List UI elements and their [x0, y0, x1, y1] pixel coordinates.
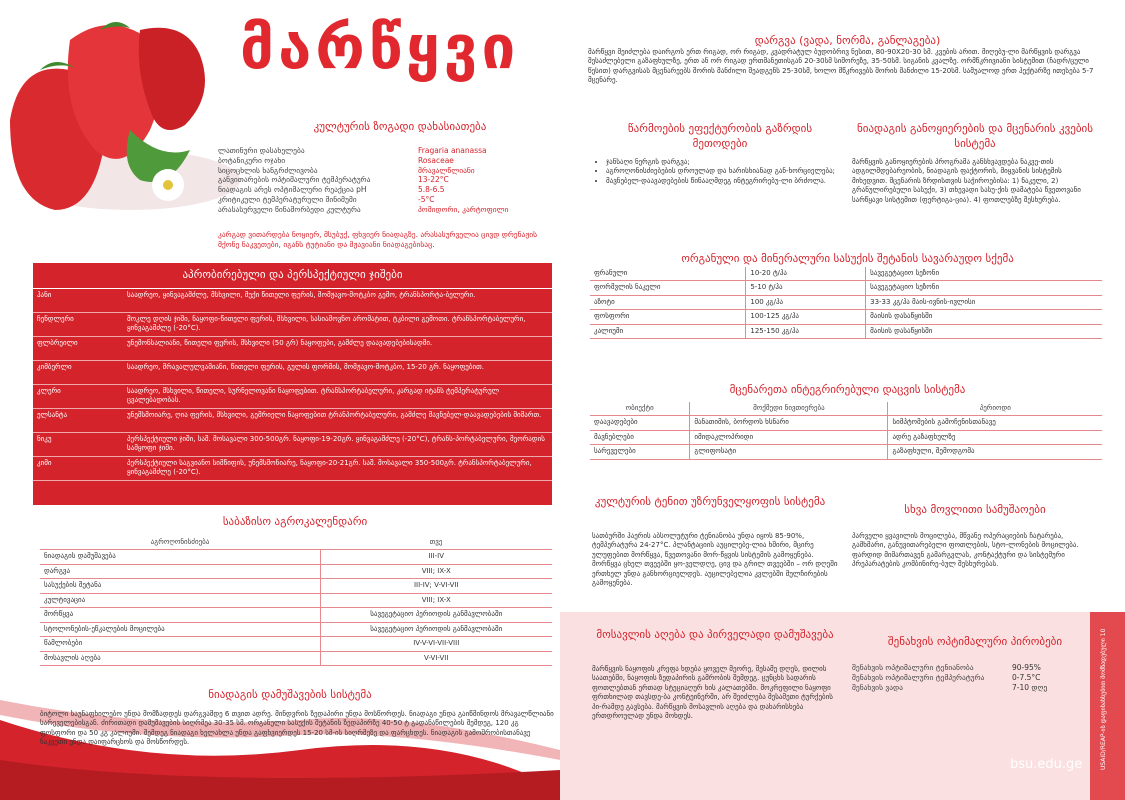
- varieties-box: [33, 263, 552, 505]
- calendar-month: IV-V-VI-VII-VIII: [320, 637, 552, 651]
- fertilizer-cell: სავეგეტაციო სეზონი: [866, 281, 1102, 295]
- calendar-row: [40, 579, 552, 593]
- calendar-row: [40, 550, 552, 564]
- variety-row: [33, 337, 552, 361]
- fertilizer-cell: 100 კგ/ჰა: [746, 295, 866, 309]
- fertilizer-cell: 10-20 ტ/ჰა: [746, 267, 866, 281]
- general-item-value: -5°C: [418, 194, 435, 204]
- calendar-activity: მოსავლის აღება: [40, 651, 320, 665]
- variety-name: კიმბერლი: [37, 362, 72, 371]
- soil-system-title: ნიადაგის განოყიერების და მცენარის კვების სისტემა: [857, 122, 1093, 150]
- general-section-title: კულტურის ზოგადი დახასიათება: [313, 120, 487, 133]
- ipm-head-object: ობიექტი: [590, 402, 690, 416]
- calendar-table: [40, 536, 552, 666]
- variety-name: კიმი: [37, 458, 52, 467]
- variety-row: [33, 433, 552, 457]
- ipm-row: [590, 445, 1102, 459]
- general-item-key: სიცოცხლის ხანგრძლივობა: [218, 165, 318, 175]
- calendar-month: V-VI-VII: [320, 651, 552, 665]
- calendar-month: III-IV; V-VI-VII: [320, 579, 552, 593]
- variety-row: [33, 457, 552, 481]
- variety-row: [33, 385, 552, 409]
- variety-desc: უნემონსალიანი, წითელი ფერის, მსხვილი (50 გრ) ნაყოფები, გამძლე დაავადებებისადმი.: [127, 338, 433, 347]
- calendar-head-month: თვე: [320, 536, 552, 550]
- page-title: მარწყვი: [240, 13, 520, 83]
- variety-name: ნიკუ: [37, 434, 52, 443]
- calendar-activity: წამლობები: [40, 637, 320, 651]
- fertilizer-row: [590, 295, 1102, 309]
- fertilizer-cell: 125-150 კგ/ჰა: [746, 324, 866, 338]
- sidebar-text: [1100, 610, 1112, 770]
- storage-item: [852, 683, 1092, 693]
- fertilizer-cell: 100-125 კგ/ჰა: [746, 310, 866, 324]
- strawberry-image: [0, 0, 240, 240]
- soil-system-text: მარწყვის განოყიერების პროგრამა განსხვავდება ნაკვე-თის ადგილმდებარეობის, ნიადაგის ფაქტორის, მიყვანის სისტემის მიხედვით. მცენარის ზრდისთვის საჭიროებისა: 1) ნაკელი, 2) გრანულირებული სასუქი, 3) თხევადი სასუ-ქის დამატება წვეთოვანი სარწყავი სისტემით (ფერტიგა-ცია). 4) ფოთლებზე შესხურება.: [852, 158, 1081, 204]
- general-item-key: არასასურველი წინამორბედი კულტურა: [218, 204, 361, 214]
- efficiency-list: [592, 158, 842, 186]
- calendar-activity: მორწყვა: [40, 608, 320, 622]
- storage-list: [852, 663, 1092, 692]
- variety-name: ელსანტა: [37, 410, 68, 419]
- efficiency-item: • ჯანსაღი ნერგის დარგვა;: [606, 158, 842, 167]
- ipm-cell: გლიფოსატი: [690, 445, 888, 459]
- variety-row: [33, 409, 552, 433]
- variety-desc: პერსპექტიული ჯიში, საშ. მოსავალი 300-500გრ. ნაყოფი-19-20გრ. ყინვაგამძლე (-20°C), ტრანს-პორტაბელური, მეორადის სამყოფი ჯიში.: [127, 434, 545, 453]
- fertilizer-cell: ფოსფორი: [590, 310, 746, 324]
- planting-text: მარწყვი მეიძლება დაირგოს ერთ რიგად, ორ რიგად, კვადრატულ ბუდობრივ ნესით, 80-90X20-30 სმ. კვების არით. მიღებუ-ლი მარწყვის დარგვა შესაძლებელი გაზაფხულზე, ერთ ან ორ რიგად ერთმანეთისგან 20-30სმ სიშორეზე, 35-50სმ. სიგანის კვალზე. ორმწკრივიანი სისტემით (ჩადრ/ცული წესით) დარგვისას მცენარეებს შორის მანძილი შეადგენს 25-30სმ, ხოლო მწკრივებს შორის მანძილი 15-20სმ. სამუალოდ ერთ ჰექტარზე ითესება 5-7 მცენარე.: [588, 48, 1094, 85]
- variety-desc: საადრეო, ყინვაგამძლე, მსხვილი, მუქი წითელი ფერის, მომჟავო-მოტკბო გემო, ტრანსპორტა-ბელური.: [127, 290, 476, 299]
- variety-desc: საადრეო, მსხვილი, წითელი, სურნელოვანი ნაყოფებით. ტრანსპორტაბელური, კარგად იტანს ტემპერატურულ ცვალებადობას.: [127, 386, 500, 405]
- general-item-value: Fragaria ananassa: [418, 146, 487, 155]
- storage-key: შენახვის ვადა: [852, 682, 903, 692]
- calendar-row: [40, 593, 552, 607]
- variety-desc: პერსპექტიული საგვიანო სიმწიფის, უნემსმონიარე, ნაყოფი-20-21გრ. საშ. მოსავალი 350-500გრ. ტრანსპორტაბელური, ყინვაგამძლე (-20°C).: [127, 458, 532, 477]
- calendar-activity: კულტივაცია: [40, 593, 320, 607]
- ipm-cell: სარეველები: [590, 445, 690, 459]
- calendar-month: სავეგეტაციო პერიოდის განმავლობაში: [320, 622, 552, 636]
- fertilizer-cell: ფორმვლის ნაკელი: [590, 281, 746, 295]
- variety-row: [33, 289, 552, 313]
- soil-work-title: ნიადაგის დამუშავების სისტემა: [208, 688, 372, 701]
- ipm-title: მცენარეთა ინტეგრირებული დაცვის სისტემა: [729, 383, 966, 396]
- general-item: [218, 185, 558, 195]
- efficiency-item: • აგროღონისძიებების დროულად და ხარისხიანად გან-ხორციელება;: [606, 167, 842, 176]
- irrigation-title: კულტურის ტენით უზრუნველყოფის სისტემა: [594, 495, 826, 508]
- general-item: [218, 175, 558, 185]
- general-item: [218, 146, 558, 156]
- calendar-row: [40, 564, 552, 578]
- calendar-month: სავეგეტაციო პერიოდის განმავლობაში: [320, 608, 552, 622]
- ipm-cell: გაზაფხული, შემოდგომა: [888, 445, 1102, 459]
- calendar-month: VIII; IX-X: [320, 564, 552, 578]
- varieties-list: [33, 289, 552, 481]
- storage-value: 90-95%: [1012, 663, 1041, 672]
- sidebar-label: USAID/REAP-ის დაფინანსებით მომზადებული: [1100, 638, 1107, 770]
- general-item-value: 5.8-6.5: [418, 185, 445, 194]
- calendar-activity: დარგვა: [40, 564, 320, 578]
- other-works-title: სხვა მოვლითი სამუშაოები: [904, 503, 1046, 516]
- general-item: [218, 205, 558, 215]
- fertilizer-cell: მაისის დასაწყისში: [866, 310, 1102, 324]
- fertilizer-cell: ფრანული: [590, 267, 746, 281]
- calendar-month: VIII; IX-X: [320, 593, 552, 607]
- variety-desc: საადრეო, მრავალულვამიანი, წითელი ფერის, გულის ფორმის, მომჟავო-მოტკბო, 15-20 გრ. ნაყოფებით.: [127, 362, 484, 371]
- variety-name: ფლბრეილი: [37, 338, 78, 347]
- fertilizer-row: [590, 267, 1102, 281]
- fertilizer-title: ორგანული და მინერალური სასუქის შეტანის სავარაუდო სქემა: [681, 252, 1014, 265]
- variety-name: ჰანი: [37, 290, 52, 299]
- general-item: [218, 156, 558, 166]
- efficiency-item: • მავნებელ-დაავადებების წინააღმდეგ ინტეგრირებუ-ლი ბრძოლა.: [606, 177, 842, 186]
- page-number: 10: [1100, 628, 1107, 637]
- ipm-head-substance: მოქმედი ნივთიერება: [690, 402, 888, 416]
- general-item-value: მრავალწლიანი: [418, 165, 475, 175]
- general-item-key: ნიადაგის არეს ოპტიმალური რეაქცია pH: [218, 185, 367, 194]
- fertilizer-cell: სავეგეტაციო სეზონი: [866, 267, 1102, 281]
- general-item-key: ლათინური დასახელება: [218, 146, 305, 155]
- fertilizer-cell: კალიუმი: [590, 324, 746, 338]
- ipm-cell: სიმპტომების გამოჩენისთანავე: [888, 416, 1102, 430]
- calendar-activity: სტოლონების-ეწკალების მოცილება: [40, 622, 320, 636]
- calendar-activity: სასუქების შეტანა: [40, 579, 320, 593]
- storage-key: შენახვის ოპტიმალური ტემპერატურა: [852, 672, 985, 682]
- fertilizer-row: [590, 324, 1102, 338]
- soil-work-text: ბიტოლი საუნაფხილებო უნდა მომზადდეს დარგვამდე 6 თვით ადრე. მინდვრის ზედაპირი უნდა მოსწორდეს. ნიადაგი უნდა გაიწმინდოს მრავალწლიანი სარეველებისგან. ძირითადი დამუშავების სიღრმეა 30-35 სმ. ორგანული სასუქის შეტანის ზედაპირზე 40-50 ტ გადანაწილების შემდეგ, 120 კგ ფოსფორი და 50 კგ კალიუმი. შემდეგ ნიადაგი ხელახლა უნდა გაფხვიერდეს 15-20 სმ-ის სიღრმეზე და ფარცხდეს. ნიადაგის გამოშრობისთანავე ნაკვეთი უნდა დაიფარცხოს და მოსწორდეს.: [40, 710, 554, 747]
- varieties-title: აპრობირებული და პერსპექტიული ჯიშები: [33, 263, 552, 289]
- fertilizer-cell: მაისის დასაწყისში: [866, 324, 1102, 338]
- ipm-cell: დაავადებები: [590, 416, 690, 430]
- calendar-month: III-IV: [320, 550, 552, 564]
- storage-value: 7-10 დღე: [1012, 682, 1048, 692]
- variety-desc: უნემსმოიარე, ღია ფერის, მსხვილი, გემრიელი ნაყოფებით ტრანპორტაბელური, გამძლე მავნებელ-დაავადებების მიმართ.: [127, 410, 542, 419]
- variety-name: კლერი: [37, 386, 61, 395]
- storage-key: შენახვის ოპტიმალური ტენიანობა: [852, 663, 974, 672]
- general-item-key: ბოტანიკური ოჯახი: [218, 155, 286, 165]
- other-works-text: პარველი ყვავილის მოცილება, მწვანე ოპერაციების ჩატარება, გამხმარი, განუვითარებელი ფოთლების, სტო-ლონების მოცილება. ფარდიდ მიმართავენ გამარგვლას, კონტაქტური და სისტემური პრეპარატების კომბინირე-ბულ შესხურებას.: [852, 532, 1079, 569]
- irrigation-text: სათბურში ჰაერის აბსოლუტური ტენიანობა უნდა იყოს 85-90%, ტემპერატურა 24-27°C. პლანტაციის აუცილებე-ლია ხშირი, მცირე ულუფებით მორწყვა, წვეთოვანი მორ-წყვის სისტემის გამოყენება. მორწყვა ცხელ თვეებში ყო-ველდღე, ცივ და გრილ თვეებში – ორ დღეში ერთხელ უნდა განხორციელდეს. აუცილებელია კვლებში მულჩირების გამოყენება.: [592, 532, 838, 588]
- general-info-list: [218, 146, 558, 214]
- general-item-key: კრიტიკული ტემპერატურული მინიმუმი: [218, 194, 357, 204]
- harvest-title: მოსავლის აღება და პირველადი დამუშავება: [596, 628, 834, 641]
- ipm-cell: იმიდაკლოპრიდი: [690, 430, 888, 444]
- fertilizer-row: [590, 310, 1102, 324]
- fertilizer-row: [590, 281, 1102, 295]
- harvest-text: მარწყვის ნაყოფის კრეფა ხდება ყოველ მეორე, მესამე დღეს, დილის საათებში, ნაყოფის ზედაპირის გამრობის შემდეგ. ცუნცხს სადარის ფოთლებთან ერთად სტეციაღურ ხის კალათებში. მოკრეფილი ნაყოფი ფრთხილად თავსდე-ბა კონტეინერში, არ შეიძლება მესამეთი ტურქების პი-რამდე გავსება. მარწყვის მოსავლის აღება და დახარისხება ერთდროულად უნდა მოხდეს.: [592, 665, 833, 721]
- ipm-head-period: პერიოდი: [888, 402, 1102, 416]
- fertilizer-table: [590, 267, 1102, 339]
- calendar-title: საბაზისო აგროკალენდარი: [222, 515, 368, 528]
- storage-title: შენახვის ოპტიმალური პირობები: [887, 635, 1063, 648]
- storage-value: 0-7.5°C: [1012, 672, 1041, 682]
- general-item-value: პომიდორი, კარტოფილი: [418, 204, 509, 214]
- general-note: კარგად ვითარდება ნოყიერ, მსუბუქ, ფხვიერ ნიადაგზე. არასასურველია ცივდ დრენაჟის მქონე ნაკვეთები, იგანს ტუტიანი და მჟავიანი ნიადაგებისაც.: [218, 230, 538, 250]
- ipm-table: [590, 402, 1102, 460]
- fertilizer-cell: აზოტი: [590, 295, 746, 309]
- variety-row: [33, 361, 552, 385]
- calendar-row: [40, 608, 552, 622]
- calendar-activity: ნიადაგის დამუშავება: [40, 550, 320, 564]
- ipm-cell: მანათიმის, ბორდოს ხსნარი: [690, 416, 888, 430]
- ipm-cell: ადრე გაზაფხულზე: [888, 430, 1102, 444]
- general-item: [218, 166, 558, 176]
- general-item-value: 13-22°C: [418, 175, 449, 185]
- efficiency-title: წარმოების ეფექტურობის გაზრდის მეთოდები: [627, 122, 813, 150]
- calendar-row: [40, 622, 552, 636]
- general-item-key: განვითარების ოპტიმალური ტემპერატურა: [218, 175, 371, 185]
- ipm-row: [590, 416, 1102, 430]
- fertilizer-cell: 5-10 ტ/ჰა: [746, 281, 866, 295]
- fertilizer-cell: 33-33 კგ/ჰა მაის-ივნის-ივლისი: [866, 295, 1102, 309]
- storage-item: [852, 673, 1092, 683]
- general-item: [218, 195, 558, 205]
- general-item-value: Rosaceae: [418, 155, 454, 165]
- ipm-cell: მავნებლები: [590, 430, 690, 444]
- calendar-row: [40, 637, 552, 651]
- planting-title: დარგვა (ვადა, ნორმა, განლაგება): [754, 34, 941, 47]
- variety-desc: მოკლე დღის ჯიში, ნაყოფი-წითელი ფერის, მსხვილი, სასიამოვნო არომატით, ტკბილი გემოთი. ტრანსპორტაბელური, ყინვაგამძლე (-20°C).: [127, 314, 526, 333]
- storage-item: [852, 663, 1092, 673]
- variety-row: [33, 313, 552, 337]
- footer-site: bsu.edu.ge: [1010, 757, 1083, 772]
- calendar-row: [40, 651, 552, 665]
- variety-name: ჩენდლერი: [37, 314, 74, 323]
- ipm-row: [590, 430, 1102, 444]
- calendar-head-activity: აგროღონისძიება: [40, 536, 320, 550]
